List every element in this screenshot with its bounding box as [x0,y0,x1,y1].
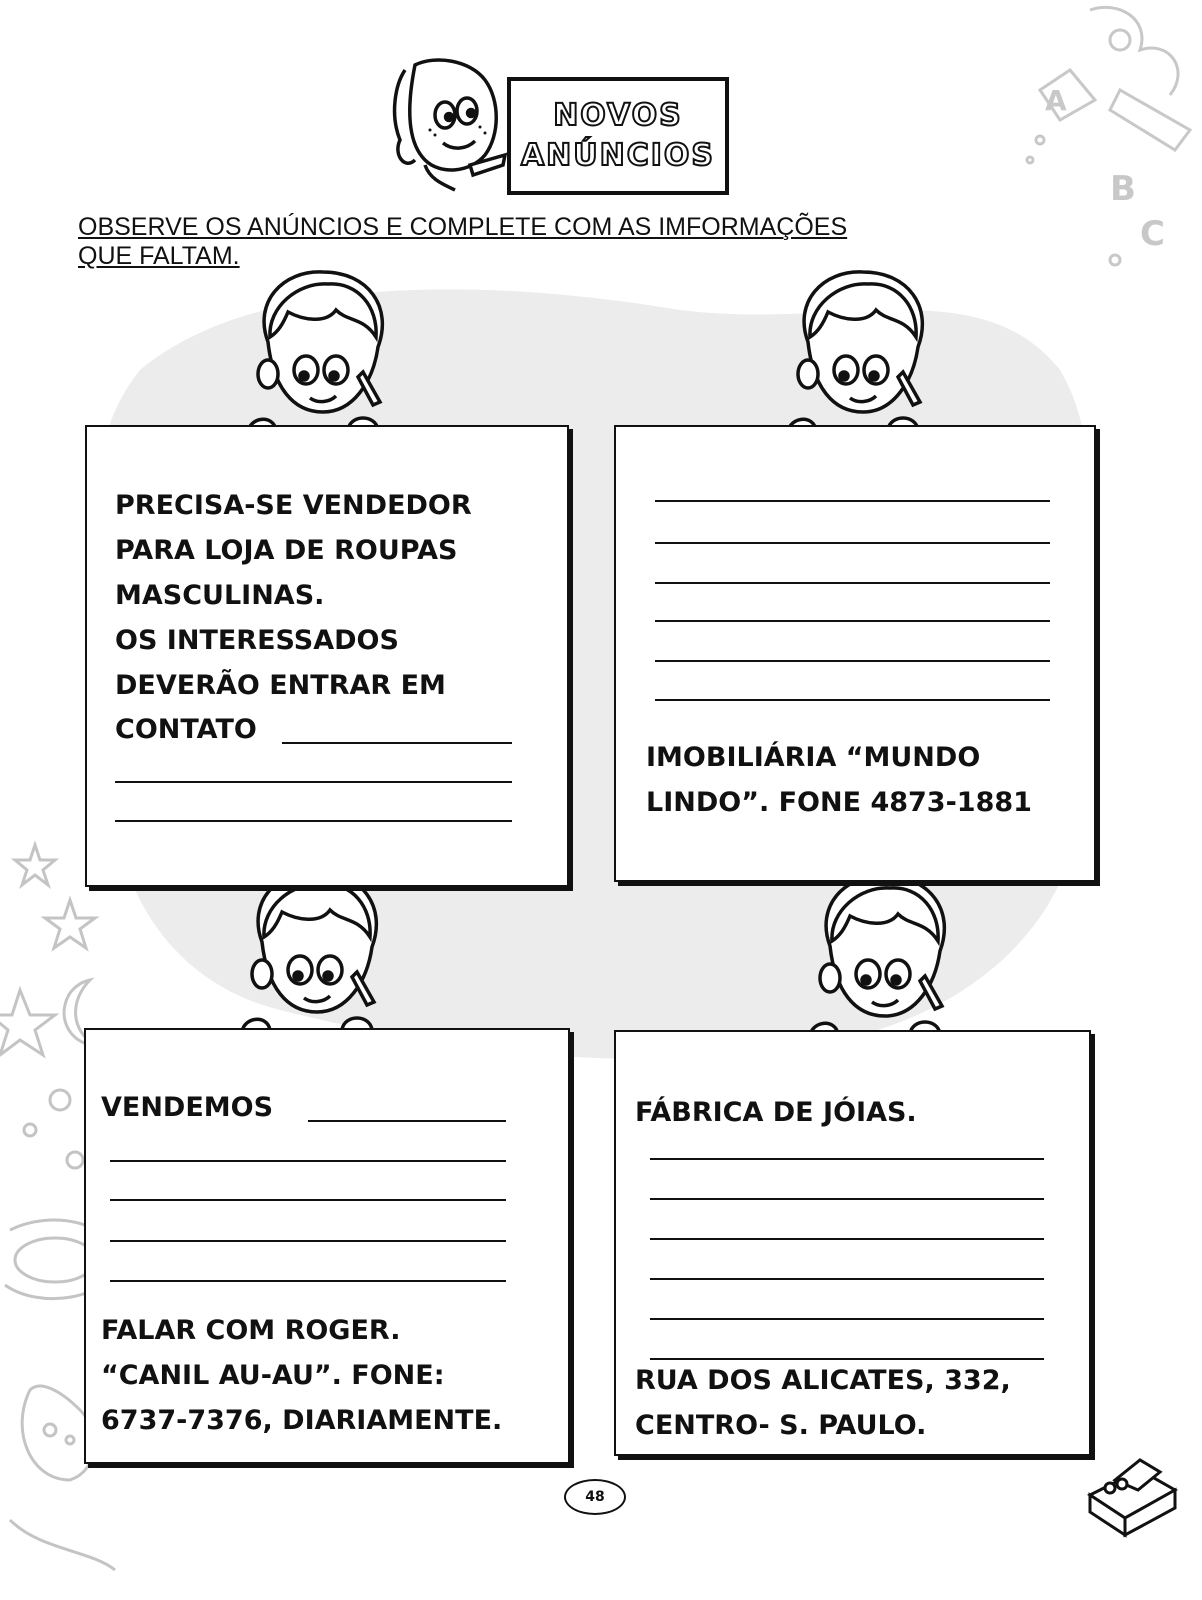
answer-line[interactable] [110,1199,506,1201]
answer-line[interactable] [655,660,1050,662]
answer-line[interactable] [650,1238,1044,1240]
answer-line[interactable] [308,1120,506,1122]
boy-mascot-icon [790,866,980,1041]
ad-card-4-text: RUA DOS ALICATES, 332, CENTRO- S. PAULO. [635,1365,1011,1441]
ad-card-1-line-5: DEVERÃO ENTRAR EM [115,670,446,701]
ad-card-1-line-4: OS INTERESSADOS [115,625,399,656]
page-header [385,55,745,195]
ad-card-1-line-6: CONTATO [115,714,257,745]
boy-mascot-icon [768,262,958,437]
boy-mascot-icon [228,262,418,437]
girl-mascot-icon [385,55,515,195]
ad-card-1-line-2: PARA LOJA DE ROUPAS [115,535,458,566]
title-sign [507,77,729,195]
answer-line[interactable] [110,1280,506,1282]
ad-card-2-text: IMOBILIÁRIA “MUNDO LINDO”. FONE 4873-1881 [646,742,1032,818]
answer-line[interactable] [655,542,1050,544]
ad-card-1-line-3: MASCULINAS. [115,580,325,611]
instruction-text: OBSERVE OS ANÚNCIOS E COMPLETE COM AS IMFORMAÇÕES QUE FALTAM. [78,213,848,270]
answer-line[interactable] [115,820,512,822]
svg-text:C: C [1140,214,1165,254]
ad-card-4-heading: FÁBRICA DE JÓIAS. [635,1097,917,1128]
page-number: 48 [564,1479,626,1515]
ad-card-3-text: FALAR COM ROGER. “CANIL AU-AU”. FONE: 6737-7376, DIARIAMENTE. [101,1315,503,1436]
answer-line[interactable] [115,781,512,783]
answer-line[interactable] [110,1240,506,1242]
answer-line[interactable] [655,582,1050,584]
svg-text:B: B [1110,169,1136,209]
answer-line[interactable] [282,742,512,744]
ad-card-1-line-1: PRECISA-SE VENDEDOR [115,490,472,521]
answer-line[interactable] [650,1318,1044,1320]
answer-line[interactable] [650,1158,1044,1160]
answer-line[interactable] [650,1278,1044,1280]
boy-mascot-icon [222,862,412,1037]
abc-doodle-icon [1000,0,1202,290]
answer-line[interactable] [650,1198,1044,1200]
title-line-1: NOVOS [553,98,683,133]
answer-line[interactable] [655,500,1050,502]
answer-line[interactable] [110,1160,506,1162]
answer-line[interactable] [655,699,1050,701]
answer-line[interactable] [655,620,1050,622]
title-line-2: ANÚNCIOS [520,138,716,173]
ad-card-3-heading: VENDEMOS [101,1092,274,1123]
printer-icon [1080,1450,1180,1540]
svg-text:A: A [1045,84,1067,117]
